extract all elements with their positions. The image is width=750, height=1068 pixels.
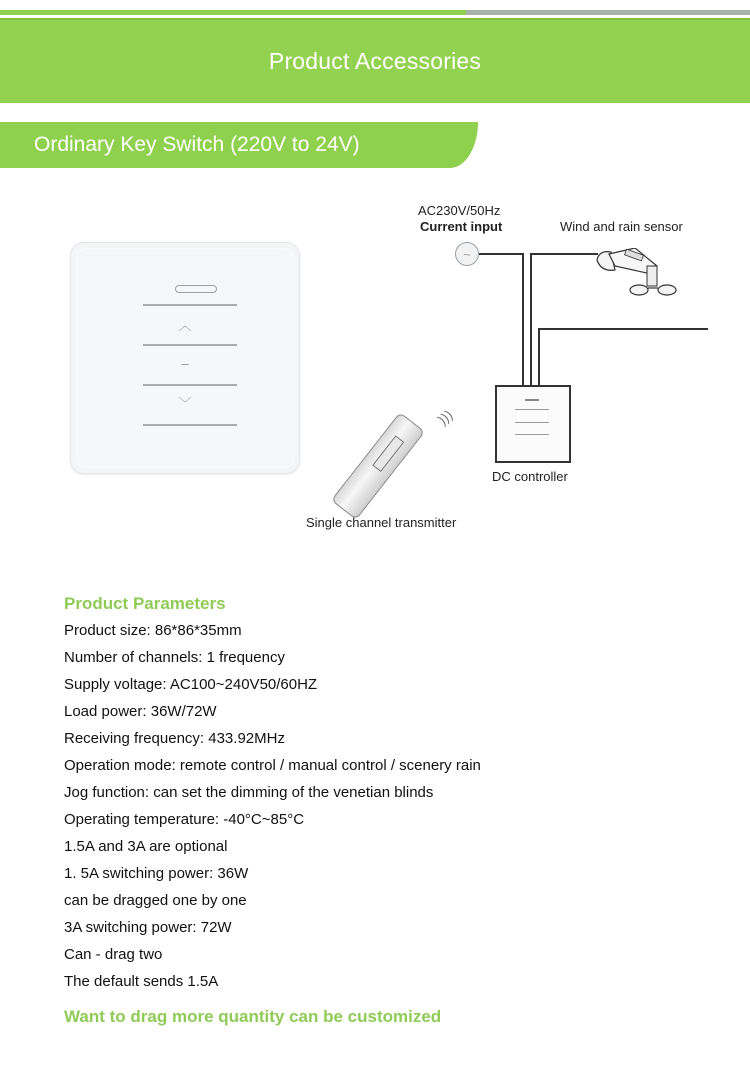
remote-transmitter-icon: [331, 412, 425, 520]
dc-controller-icon: [495, 385, 571, 463]
sine-wave-icon: ~: [463, 246, 471, 262]
param-line: Can - drag two: [64, 946, 163, 963]
param-line: Operating temperature: -40°C~85°C: [64, 811, 305, 828]
section-title: Ordinary Key Switch (220V to 24V): [34, 133, 360, 156]
top-accent-bar-gray: [466, 10, 750, 15]
ac-source-icon: [455, 242, 479, 266]
divider-line: [515, 409, 549, 410]
page-title: Product Accessories: [268, 48, 482, 74]
param-line: Load power: 36W/72W: [64, 703, 217, 720]
param-line: The default sends 1.5A: [64, 973, 219, 990]
wire: [538, 328, 540, 386]
down-chevron-icon: ﹀: [178, 396, 192, 411]
sensor-label: Wind and rain sensor: [560, 219, 683, 234]
ac-input-label-voltage: AC230V/50Hz: [418, 203, 501, 218]
divider-line: [143, 304, 237, 306]
wire: [479, 253, 524, 255]
param-line: Number of channels: 1 frequency: [64, 649, 285, 666]
header-banner: [0, 18, 750, 103]
param-line: Supply voltage: AC100~240V50/60HZ: [64, 676, 318, 693]
stop-dash-icon: –: [181, 356, 189, 371]
param-line: 1.5A and 3A are optional: [64, 838, 228, 855]
param-line: Product size: 86*86*35mm: [64, 622, 242, 639]
stop-pill-icon: [175, 285, 217, 293]
section-tab: [0, 122, 478, 168]
customization-note: Want to drag more quantity can be customized: [64, 1007, 442, 1026]
product-parameters: [64, 590, 481, 1029]
switch-panel: [76, 248, 294, 468]
divider-line: [515, 422, 549, 423]
top-accent-bar-green: [0, 10, 466, 15]
param-line: 3A switching power: 72W: [64, 919, 232, 936]
param-line: 1. 5A switching power: 36W: [64, 865, 249, 882]
wire: [530, 253, 532, 386]
divider-line: [143, 344, 237, 346]
parameters-heading: Product Parameters: [64, 594, 226, 613]
wiring-diagram: [300, 195, 750, 540]
wire: [522, 253, 524, 386]
param-line: Operation mode: remote control / manual control / scenery rain: [64, 757, 481, 774]
divider-line: [515, 434, 549, 435]
param-line: can be dragged one by one: [64, 892, 247, 909]
wire: [538, 328, 708, 330]
divider-line: [143, 424, 237, 426]
remote-buttons: [372, 435, 404, 472]
key-switch-image: [70, 242, 300, 474]
transmitter-label: Single channel transmitter: [306, 515, 457, 530]
wire: [530, 253, 598, 255]
stop-pill-icon: [525, 399, 539, 401]
signal-waves-icon: ))): [434, 406, 456, 428]
dc-controller-label: DC controller: [492, 469, 568, 484]
ac-input-label-text: Current input: [420, 219, 503, 234]
wind-rain-sensor-icon: [595, 248, 705, 303]
param-line: Jog function: can set the dimming of the venetian blinds: [64, 784, 434, 801]
up-chevron-icon: ︿: [178, 318, 192, 333]
param-line: Receiving frequency: 433.92MHz: [64, 730, 285, 747]
divider-line: [143, 384, 237, 386]
